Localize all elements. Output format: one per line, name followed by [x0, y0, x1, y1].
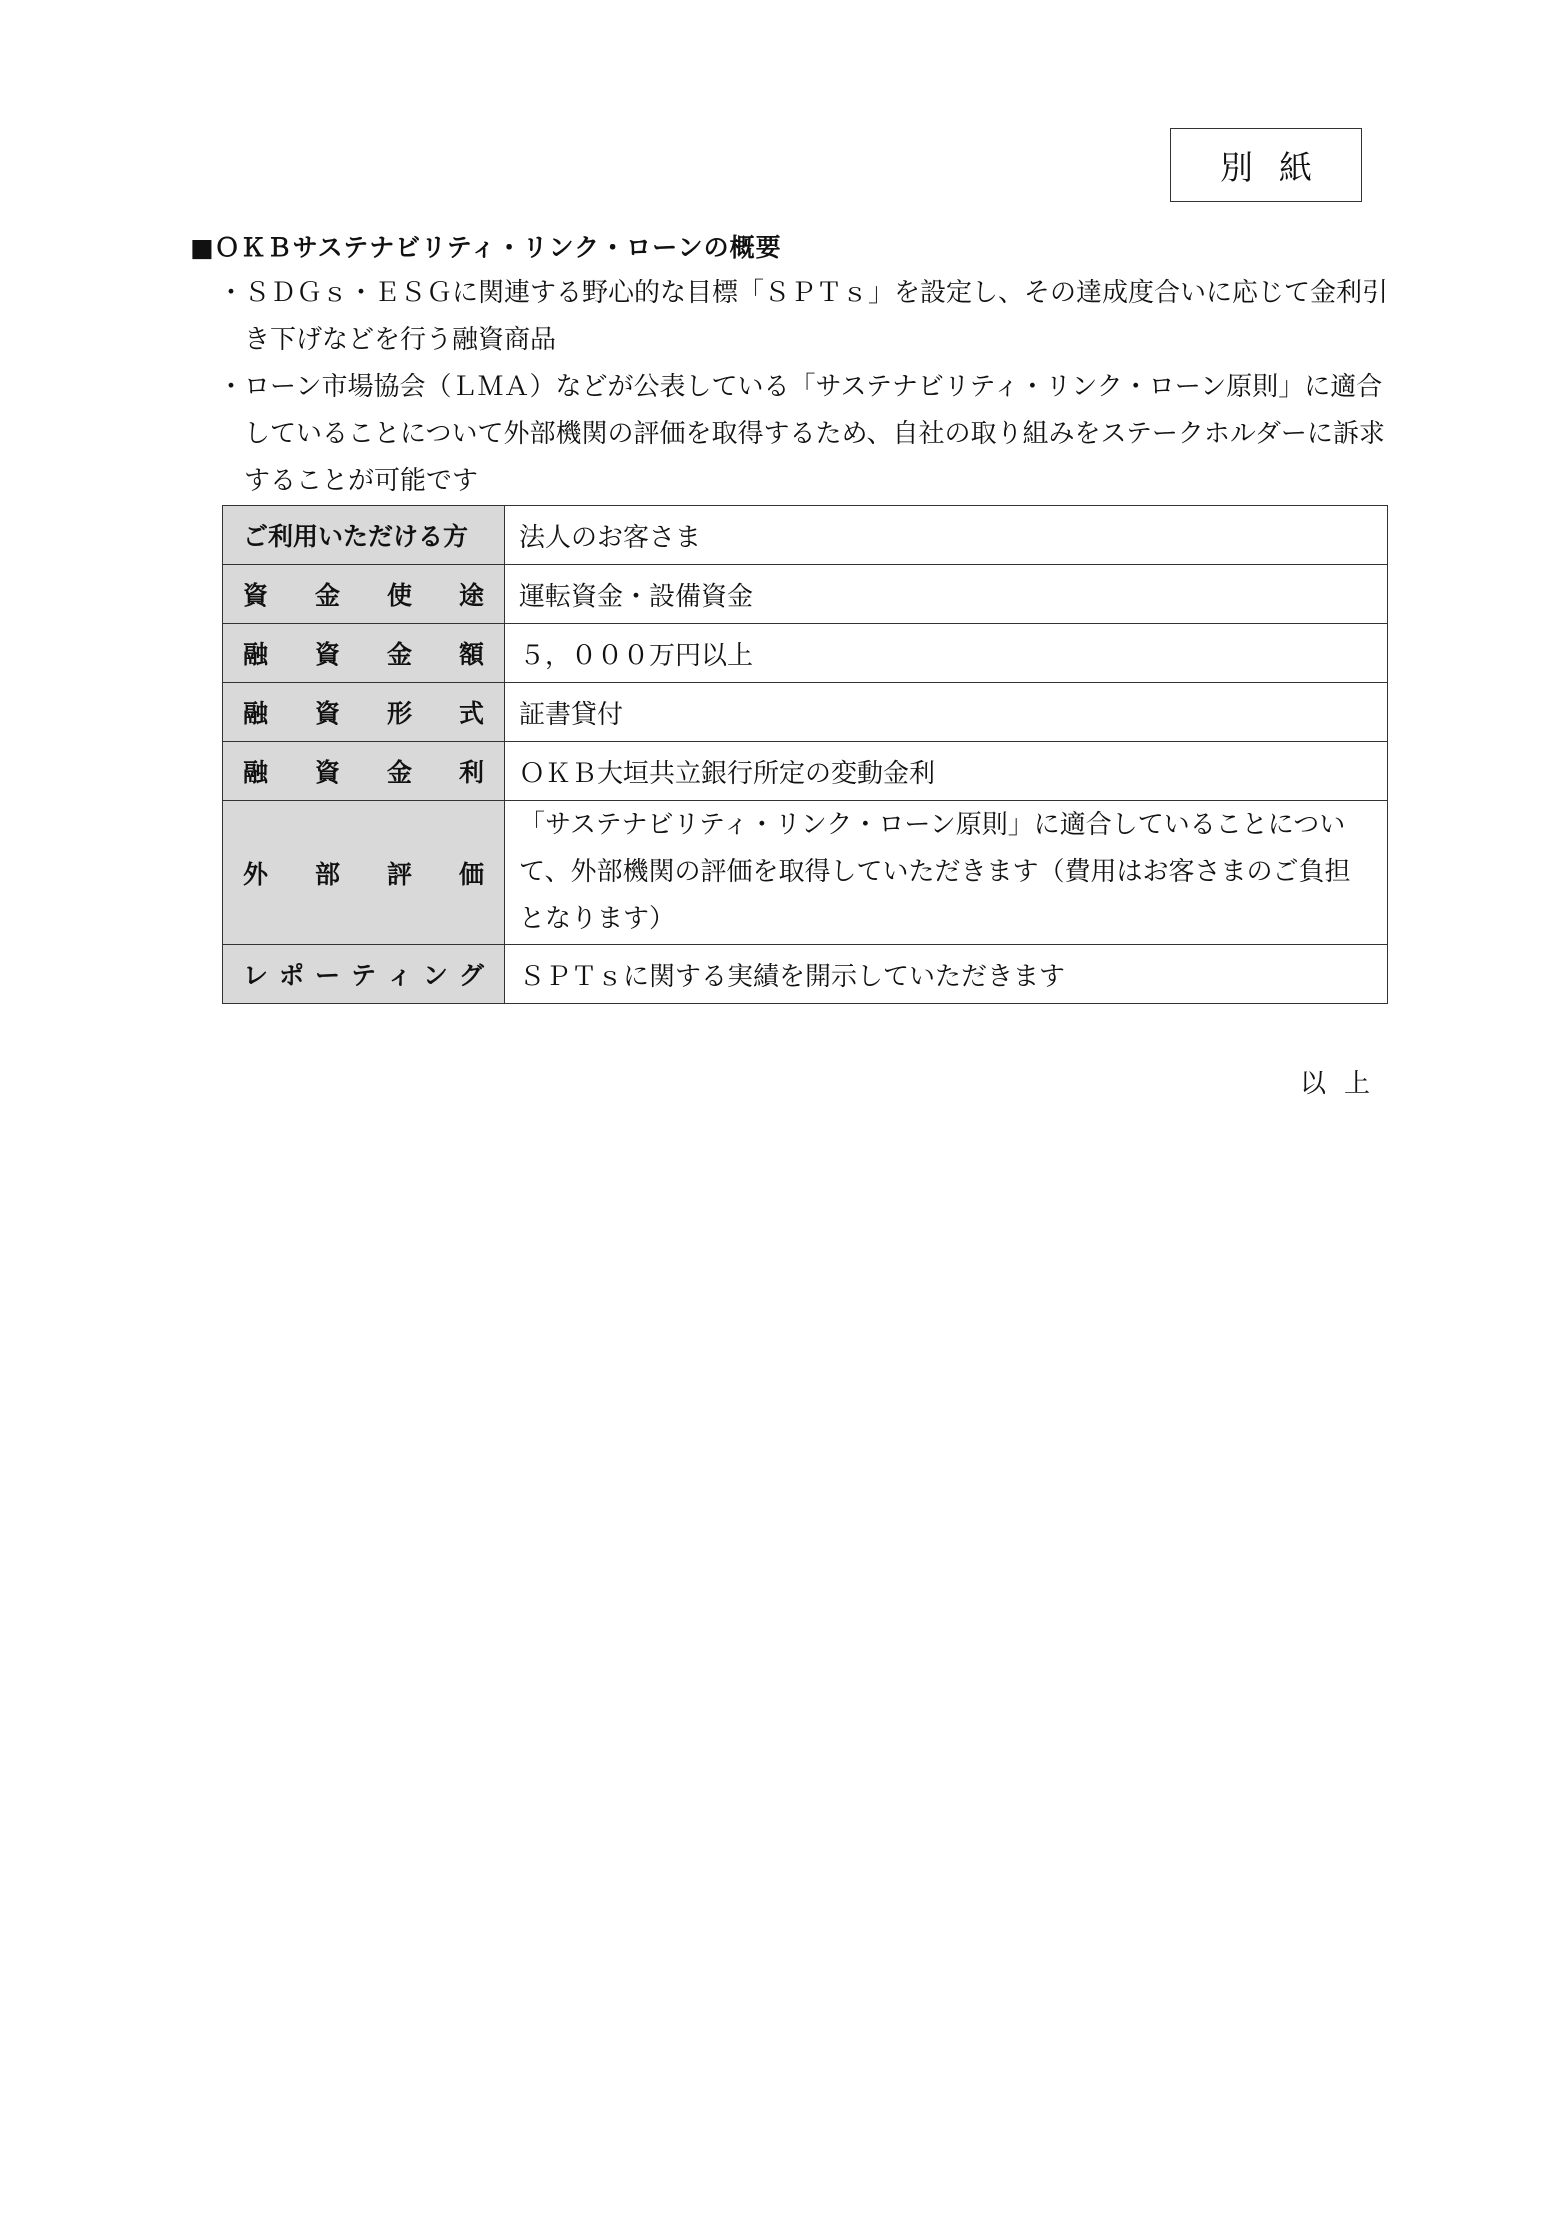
closing-mark: 以上 [1300, 1069, 1389, 1099]
label-char: 式 [458, 699, 484, 728]
section-heading: ■ＯＫＢサステナビリティ・リンク・ローンの概要 [190, 233, 782, 262]
label-char: グ [458, 961, 484, 990]
bullet-mark: ・ [218, 278, 245, 308]
label-chars: ご利用いただける方 [243, 522, 469, 551]
label-char: 資 [314, 758, 340, 787]
label-char: 利 [458, 758, 484, 787]
row-label-text [243, 956, 484, 992]
row-label-text [243, 753, 484, 789]
attachment-label: 別紙 [1220, 147, 1338, 187]
label-char: 外 [243, 859, 269, 889]
label-char: ィ [386, 961, 412, 990]
bullet-item [218, 270, 1390, 364]
row-label-text [243, 517, 484, 553]
table-row [223, 624, 1388, 683]
row-value: 「サステナビリティ・リンク・ローン原則」に適合していることについて、外部機関の評価を取得していただきます（費用はお客さまのご負担となります） [505, 801, 1388, 945]
loan-overview-table [222, 505, 1388, 1004]
table-row [223, 683, 1388, 742]
label-char: 価 [458, 859, 484, 889]
row-label [223, 742, 505, 801]
label-char: テ [350, 961, 376, 990]
row-label [223, 624, 505, 683]
bullet-mark: ・ [218, 372, 245, 402]
label-char: 融 [243, 640, 269, 669]
bullet-text: ＳＤＧｓ・ＥＳＧに関連する野心的な目標「ＳＰＴｓ」を設定し、その達成度合いに応じて金利引き下げなどを行う融資商品 [244, 278, 1389, 355]
label-char: 融 [243, 699, 269, 728]
attachment-label-box [1170, 128, 1362, 202]
row-label [223, 945, 505, 1004]
label-char: 途 [458, 581, 484, 610]
row-label-text [243, 694, 484, 730]
table-row [223, 945, 1388, 1004]
label-char: レ [243, 961, 269, 990]
label-char: 融 [243, 758, 269, 787]
label-char: 部 [314, 859, 340, 889]
table-row [223, 506, 1388, 565]
table-row [223, 565, 1388, 624]
row-label [223, 565, 505, 624]
row-value: ５，０００万円以上 [505, 624, 1388, 683]
bullet-item [218, 364, 1390, 505]
label-char: 形 [386, 699, 412, 728]
label-char: ポ [278, 961, 304, 990]
label-char: ー [314, 961, 340, 990]
row-value: ＳＰＴｓに関する実績を開示していただきます [505, 945, 1388, 1004]
bullet-text: ローン市場協会（ＬＭＡ）などが公表している「サステナビリティ・リンク・ローン原則」に適合していることについて外部機関の評価を取得するため、自社の取り組みをステークホルダーに訴求することが可能です [244, 372, 1385, 496]
row-value: 運転資金・設備資金 [505, 565, 1388, 624]
label-char: 資 [243, 581, 269, 610]
row-label-text [243, 576, 484, 612]
row-label [223, 683, 505, 742]
label-char: ン [422, 961, 448, 990]
label-char: 使 [386, 581, 412, 610]
row-value: 法人のお客さま [505, 506, 1388, 565]
label-char: 金 [314, 581, 340, 610]
label-char: 資 [314, 699, 340, 728]
row-label-text [243, 855, 484, 891]
row-label-text [243, 635, 484, 671]
label-char: 金 [386, 640, 412, 669]
row-value: 証書貸付 [505, 683, 1388, 742]
row-label [223, 801, 505, 945]
label-char: 評 [386, 859, 412, 889]
label-char: 額 [458, 640, 484, 669]
table-row [223, 801, 1388, 945]
label-char: 金 [386, 758, 412, 787]
table-row [223, 742, 1388, 801]
row-value: ＯＫＢ大垣共立銀行所定の変動金利 [505, 742, 1388, 801]
row-label [223, 506, 505, 565]
label-char: 資 [314, 640, 340, 669]
